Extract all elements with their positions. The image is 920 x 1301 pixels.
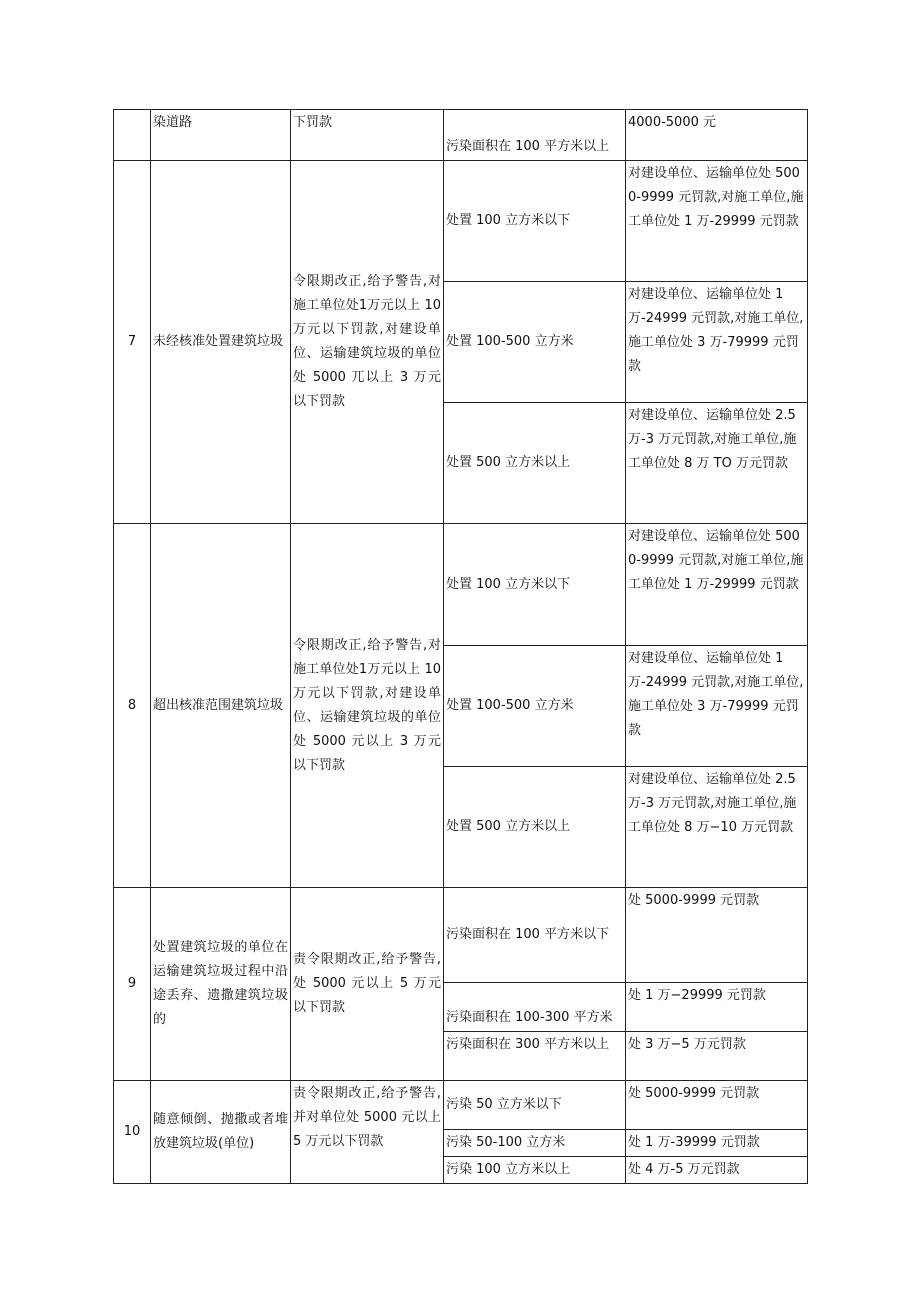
condition-cell: 处置 100 立方米以下 bbox=[444, 524, 626, 646]
row-number: 10 bbox=[114, 1081, 151, 1184]
table-row bbox=[114, 110, 808, 161]
table-row bbox=[114, 161, 808, 282]
fine-cell: 对建设单位、运输单位处 1 万-24999 元罚款,对施工单位,施工单位处 3 万-79999 元罚款 bbox=[626, 646, 808, 767]
condition-cell: 污染 50-100 立方米 bbox=[444, 1130, 626, 1157]
violation-cell: 处置建筑垃圾的单位在运输建筑垃圾过程中沿途丢弃、遗撒建筑垃圾的 bbox=[151, 888, 291, 1081]
violation-cell: 超出核准范围建筑垃圾 bbox=[151, 524, 291, 888]
row-number: 7 bbox=[114, 161, 151, 524]
fine-cell: 处 3 万−5 万元罚款 bbox=[626, 1032, 808, 1081]
fine-cell: 对建设单位、运输单位处 2.5 万-3 万元罚款,对施工单位,施工单位处 8 万 TO 万元罚款 bbox=[626, 403, 808, 524]
violation-cell: 未经核准处置建筑垃圾 bbox=[151, 161, 291, 524]
penalty-cell: 令限期改正,给予警告,对施工单位处1万元以上 10 万元以下罚款,对建设单位、运输建筑垃圾的单位处 5000 兀以上 3 万元以下罚款 bbox=[291, 161, 444, 524]
condition-cell: 污染面积在 100-300 平方米 bbox=[444, 983, 626, 1032]
row-number: 9 bbox=[114, 888, 151, 1081]
condition-cell: 处置 500 立方米以上 bbox=[444, 767, 626, 888]
condition-cell: 处置 100 立方米以下 bbox=[444, 161, 626, 282]
fine-cell: 处 1 万-39999 元罚款 bbox=[626, 1130, 808, 1157]
condition-cell: 处置 500 立方米以上 bbox=[444, 403, 626, 524]
fine-cell: 对建设单位、运输单位处 2.5 万-3 万元罚款,对施工单位,施工单位处 8 万−10 万元罚款 bbox=[626, 767, 808, 888]
condition-cell: 污染面积在 300 平方米以上 bbox=[444, 1032, 626, 1081]
violation-cell: 染道路 bbox=[151, 110, 291, 161]
fine-cell: 处 1 万−29999 元罚款 bbox=[626, 983, 808, 1032]
condition-cell: 污染 100 立方米以上 bbox=[444, 1157, 626, 1184]
fine-cell: 对建设单位、运输单位处 5000-9999 元罚款,对施工单位,施工单位处 1 万-29999 元罚款 bbox=[626, 161, 808, 282]
condition-cell: 污染面积在 100 平方米以下 bbox=[444, 888, 626, 983]
row-number bbox=[114, 110, 151, 161]
penalty-table bbox=[113, 109, 808, 1184]
row-number: 8 bbox=[114, 524, 151, 888]
table-row bbox=[114, 888, 808, 983]
condition-cell: 污染 50 立方米以下 bbox=[444, 1081, 626, 1130]
condition-cell: 处置 100-500 立方米 bbox=[444, 646, 626, 767]
table-row bbox=[114, 1081, 808, 1130]
fine-cell: 4000-5000 元 bbox=[626, 110, 808, 161]
fine-cell: 处 5000-9999 元罚款 bbox=[626, 888, 808, 983]
condition-cell: 处置 100-500 立方米 bbox=[444, 282, 626, 403]
violation-cell: 随意倾倒、抛撒或者堆放建筑垃圾(单位) bbox=[151, 1081, 291, 1184]
table-row bbox=[114, 524, 808, 646]
fine-cell: 对建设单位、运输单位处 1 万-24999 元罚款,对施工单位,施工单位处 3 万-79999 元罚款 bbox=[626, 282, 808, 403]
penalty-cell: 责令限期改正,给予警告,处 5000 元以上 5 万元以下罚款 bbox=[291, 888, 444, 1081]
penalty-cell: 责令限期改正,给予警告,并对单位处 5000 元以上 5 万元以下罚款 bbox=[291, 1081, 444, 1184]
condition-cell: 污染面积在 100 平方米以上 bbox=[444, 110, 626, 161]
fine-cell: 处 4 万-5 万元罚款 bbox=[626, 1157, 808, 1184]
penalty-cell: 下罚款 bbox=[291, 110, 444, 161]
penalty-cell: 令限期改正,给予警告,对施工单位处1万元以上 10 万元以下罚款,对建设单位、运输建筑垃圾的单位处 5000 元以上 3 万元以下罚款 bbox=[291, 524, 444, 888]
fine-cell: 对建设单位、运输单位处 5000-9999 元罚款,对施工单位,施工单位处 1 万-29999 元罚款 bbox=[626, 524, 808, 646]
fine-cell: 处 5000-9999 元罚款 bbox=[626, 1081, 808, 1130]
